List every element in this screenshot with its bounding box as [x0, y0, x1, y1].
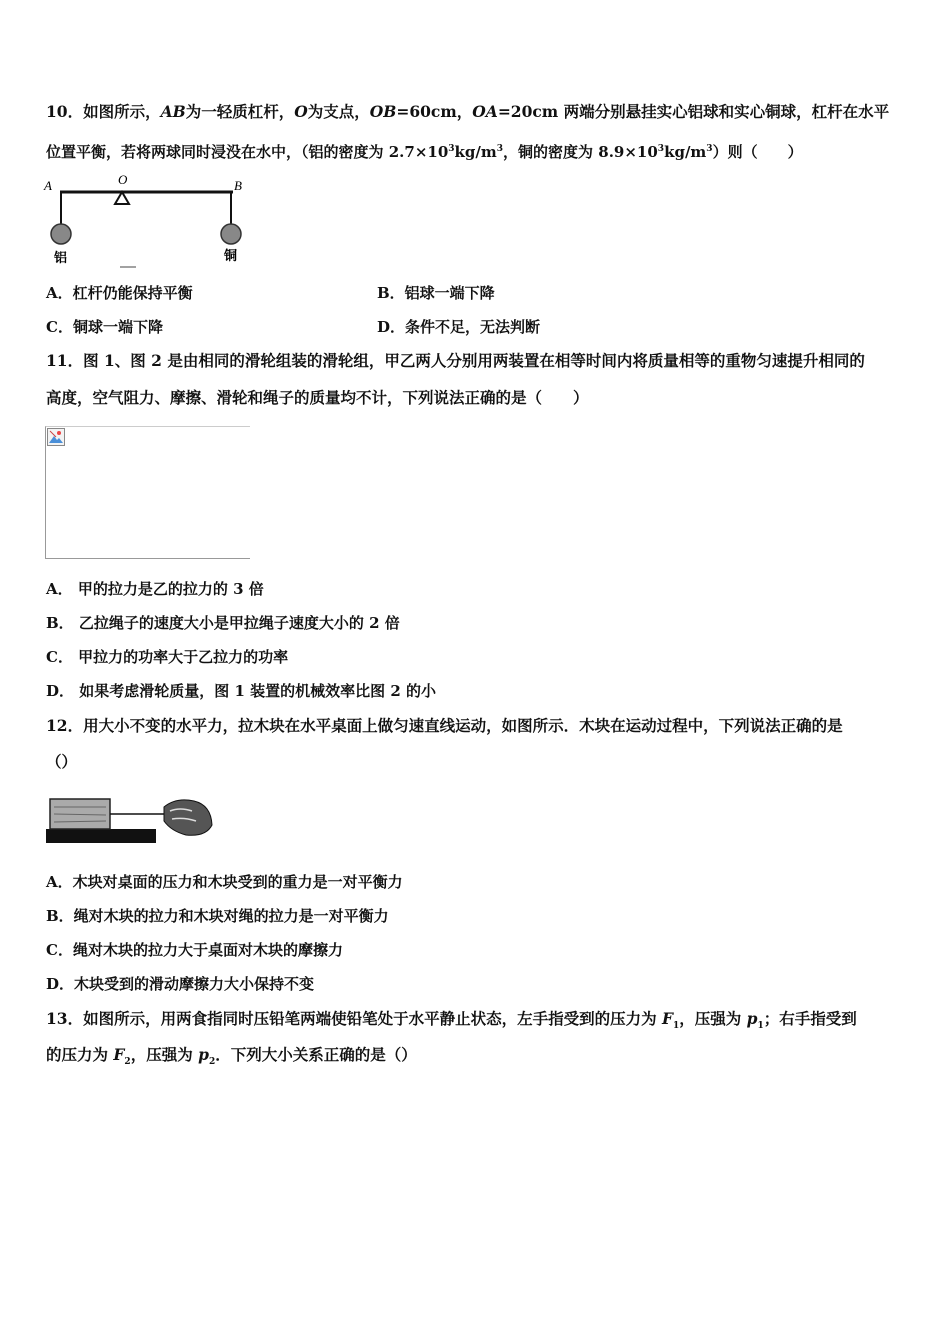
q10-option-b: B．铝球一端下降 — [377, 284, 495, 302]
ball-label-aluminum: 铝 — [54, 251, 68, 266]
q10-option-a: A．杠杆仍能保持平衡 — [46, 284, 193, 302]
q13-stem-line-2 — [46, 1045, 417, 1072]
subscript: 2 — [124, 1057, 131, 1068]
table-surface — [46, 829, 156, 843]
lever-diagram — [40, 172, 250, 272]
superscript: 3 — [496, 144, 504, 154]
q12-option-c: C．绳对木块的拉力大于桌面对木块的摩擦力 — [46, 941, 343, 959]
q13-var-p: p — [746, 1009, 758, 1028]
lever-label-b: B — [234, 178, 242, 193]
q11-option-d: D． 如果考虑滑轮质量，图 1 装置的机械效率比图 2 的小 — [46, 682, 436, 700]
q11-option-a: A． 甲的拉力是乙的拉力的 3 倍 — [46, 580, 264, 598]
q10-text: 10．如图所示， — [46, 102, 161, 121]
q10-text: ，铜的密度为 8.9×10 — [503, 143, 658, 161]
aluminum-ball — [51, 224, 71, 244]
q11-stem-line-2: 高度，空气阻力、摩擦、滑轮和绳子的质量均不计，下列说法正确的是（ ） — [46, 388, 589, 407]
q10-var-o: O — [294, 102, 308, 121]
q13-text: 13．如图所示，用两食指同时压铅笔两端使铅笔处于水平静止状态，左手指受到的压力为 — [46, 1009, 662, 1028]
lever-label-a: A — [44, 178, 52, 193]
superscript: 3 — [657, 144, 665, 154]
q13-var-f: F — [113, 1045, 125, 1064]
q12-option-d: D．木块受到的滑动摩擦力大小保持不变 — [46, 975, 315, 993]
q10-var-ab: AB — [160, 102, 186, 121]
broken-image-icon — [47, 428, 65, 446]
q13-text: ，压强为 — [679, 1009, 747, 1028]
lever-label-o: O — [118, 172, 128, 187]
q13-text: ，压强为 — [130, 1045, 199, 1064]
superscript: 3 — [448, 144, 455, 154]
fulcrum-triangle — [115, 192, 129, 204]
q10-text: =20cm 两端分别悬挂实心铝球和实心铜球，杠杆在水平 — [497, 102, 890, 121]
subscript: 1 — [757, 1021, 764, 1032]
q10-text: 位置平衡，若将两球同时浸没在水中，（铝的密度为 2.7×10 — [46, 143, 449, 161]
copper-ball — [221, 224, 241, 244]
q12-stem-line-2: （） — [46, 752, 78, 771]
q10-stem-line-1 — [46, 102, 889, 122]
broken-image-placeholder — [45, 426, 250, 559]
q10-text: ）则（ ） — [712, 143, 803, 161]
q10-text: 为支点， — [307, 102, 370, 121]
q11-option-b: B． 乙拉绳子的速度大小是甲拉绳子速度大小的 2 倍 — [46, 614, 400, 632]
q13-text: ．下列大小关系正确的是（） — [215, 1045, 417, 1064]
subscript: 2 — [208, 1057, 216, 1068]
q10-var-ob: OB — [369, 102, 397, 121]
q10-stem-line-2 — [46, 139, 803, 162]
q10-var-oa: OA — [472, 102, 498, 121]
q13-stem-line-1 — [46, 1009, 857, 1036]
q10-option-d: D．条件不足，无法判断 — [377, 318, 541, 336]
subscript: 1 — [673, 1021, 680, 1032]
q10-text: kg/m — [454, 143, 497, 161]
q13-var-f: F — [661, 1009, 673, 1028]
q13-text: 的压力为 — [46, 1045, 114, 1064]
q12-stem-line-1: 12．用大小不变的水平力，拉木块在水平桌面上做匀速直线运动，如图所示．木块在运动过程中，下列说法正确的是 — [46, 716, 843, 735]
q11-stem-line-1: 11．图 1、图 2 是由相同的滑轮组装的滑轮组，甲乙两人分别用两装置在相等时间内将质量相等的重物匀速提升相同的 — [46, 351, 865, 370]
q10-option-c: C．铜球一端下降 — [46, 318, 163, 336]
q11-option-c: C． 甲拉力的功率大于乙拉力的功率 — [46, 648, 289, 666]
q10-text: =60cm， — [396, 102, 473, 121]
q13-var-p: p — [198, 1045, 209, 1064]
q13-text: ；右手指受到 — [763, 1009, 857, 1028]
hand — [164, 800, 212, 835]
q12-option-b: B．绳对木块的拉力和木块对绳的拉力是一对平衡力 — [46, 907, 389, 925]
q10-text: 为一轻质杠杆， — [185, 102, 295, 121]
superscript: 3 — [706, 144, 713, 154]
q12-option-a: A．木块对桌面的压力和木块受到的重力是一对平衡力 — [46, 873, 403, 891]
wood-block-figure — [46, 795, 214, 845]
q10-text: kg/m — [664, 143, 707, 161]
ball-label-copper: 铜 — [224, 249, 238, 264]
